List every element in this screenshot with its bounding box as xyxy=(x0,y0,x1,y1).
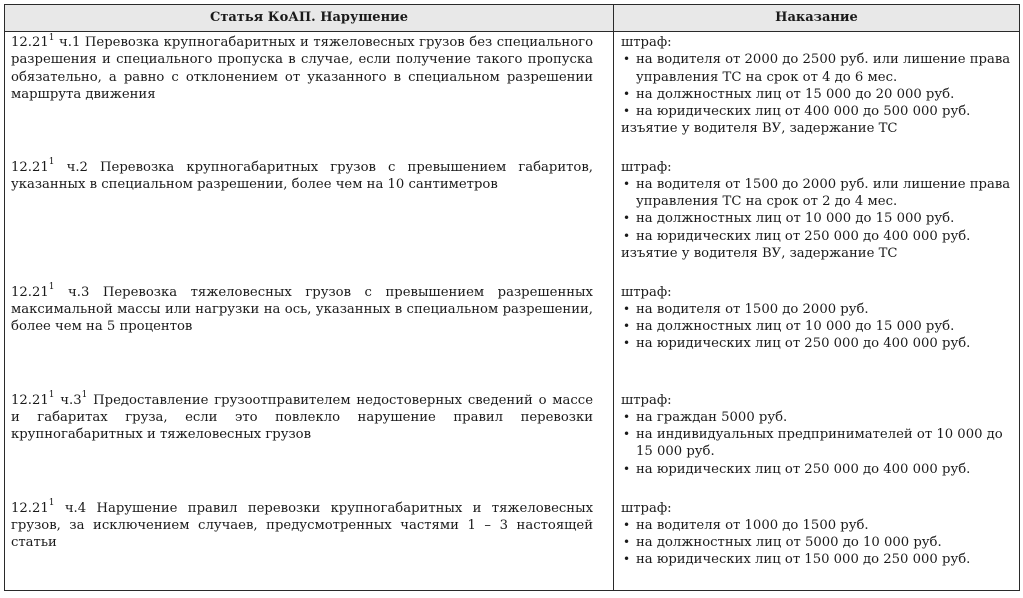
offense-cell xyxy=(5,157,614,282)
list-item: • на индивидуальных предпринимателей от 10 000 до 15 000 руб. xyxy=(621,426,1013,461)
table-row xyxy=(5,32,1020,157)
penalty-lead: штраф: xyxy=(621,284,672,300)
list-item: • на водителя от 2000 до 2500 руб. или лишение права управления ТС на срок от 4 до 6 мес. xyxy=(621,51,1013,86)
offense-text: Перевозка крупногабаритных и тяжеловесных грузов без специального разрешения и специального пропуска в случае, если получение такого пропуска обязательно, а равно с отклонением от указанного в специальном разрешении маршрута движения xyxy=(11,35,594,102)
article-number: 12.21 xyxy=(11,392,49,408)
penalty-cell xyxy=(614,390,1020,498)
header-penalty: Наказание xyxy=(614,5,1020,32)
list-item: • на водителя от 1000 до 1500 руб. xyxy=(621,517,1013,534)
article-superscript: 1 xyxy=(48,32,55,43)
list-item: • на юридических лиц от 150 000 до 250 000 руб. xyxy=(621,551,1013,568)
article-number: 12.21 xyxy=(11,500,49,516)
header-row xyxy=(5,5,1020,32)
list-item: • на юридических лиц от 400 000 до 500 000 руб. xyxy=(621,103,1013,120)
penalty-cell xyxy=(614,157,1020,282)
penalty-cell xyxy=(614,498,1020,591)
offense-text: Перевозка тяжеловесных грузов с превышением разрешенных максимальной массы или нагрузки на ось, указанных в специальном разрешении, более чем на 5 процентов xyxy=(11,284,593,335)
article-superscript: 1 xyxy=(48,390,55,401)
article-part: ч.4 xyxy=(54,500,87,516)
penalty-extra: изъятие у водителя ВУ, задержание ТС xyxy=(621,245,898,261)
list-item: • на юридических лиц от 250 000 до 400 000 руб. xyxy=(621,335,1013,352)
offense-cell xyxy=(5,282,614,390)
offense-cell xyxy=(5,32,614,157)
offense-text: Предоставление грузоотправителем недостоверных сведений о массе и габаритах груза, если это повлекло нарушение правил перевозки крупногабаритных и тяжеловесных грузов xyxy=(11,392,593,443)
article-part: ч.3 xyxy=(54,284,90,300)
list-item: • на должностных лиц от 10 000 до 15 000 руб. xyxy=(621,318,1013,335)
article-part: ч.2 xyxy=(54,159,88,175)
fines-list xyxy=(621,176,1013,245)
penalty-lead: штраф: xyxy=(621,159,672,175)
penalty-extra: изъятие у водителя ВУ, задержание ТС xyxy=(621,121,898,137)
fines-list xyxy=(621,409,1013,478)
offense-text: Нарушение правил перевозки крупногабаритных и тяжеловесных грузов, за исключением случаев, предусмотренных частями 1 – 3 настоящей статьи xyxy=(11,500,593,551)
fines-list xyxy=(621,517,1013,569)
penalty-cell xyxy=(614,32,1020,157)
penalty-lead: штраф: xyxy=(621,392,672,408)
table-row xyxy=(5,282,1020,390)
penalty-lead: штраф: xyxy=(621,500,672,516)
list-item: • на водителя от 1500 до 2000 руб. или лишение права управления ТС на срок от 2 до 4 мес. xyxy=(621,176,1013,211)
article-superscript: 1 xyxy=(48,498,55,509)
list-item: • на юридических лиц от 250 000 до 400 000 руб. xyxy=(621,461,1013,478)
article-superscript: 1 xyxy=(48,282,55,293)
article-part: ч.1 xyxy=(54,35,81,50)
penalty-lead: штраф: xyxy=(621,35,672,50)
list-item: • на водителя от 1500 до 2000 руб. xyxy=(621,301,1013,318)
article-number: 12.21 xyxy=(11,284,49,300)
list-item: • на должностных лиц от 15 000 до 20 000 руб. xyxy=(621,86,1013,103)
koap-table xyxy=(4,4,1020,591)
offense-cell xyxy=(5,390,614,498)
article-number: 12.21 xyxy=(11,159,49,175)
header-offense: Статья КоАП. Нарушение xyxy=(5,5,614,32)
penalty-cell xyxy=(614,282,1020,390)
offense-text: Перевозка крупногабаритных грузов с превышением габаритов, указанных в специальном разрешении, более чем на 10 сантиметров xyxy=(11,159,593,192)
list-item: • на граждан 5000 руб. xyxy=(621,409,1013,426)
list-item: • на должностных лиц от 5000 до 10 000 руб. xyxy=(621,534,1013,551)
fines-list xyxy=(621,51,1013,120)
table-row xyxy=(5,390,1020,498)
table-row xyxy=(5,498,1020,591)
article-number: 12.21 xyxy=(11,35,49,50)
offense-cell xyxy=(5,498,614,591)
list-item: • на юридических лиц от 250 000 до 400 000 руб. xyxy=(621,228,1013,245)
fines-list xyxy=(621,301,1013,353)
list-item: • на должностных лиц от 10 000 до 15 000 руб. xyxy=(621,210,1013,227)
article-superscript: 1 xyxy=(48,157,55,168)
part-superscript: 1 xyxy=(81,390,88,401)
article-part: ч.3 xyxy=(54,392,82,408)
table-row xyxy=(5,157,1020,282)
